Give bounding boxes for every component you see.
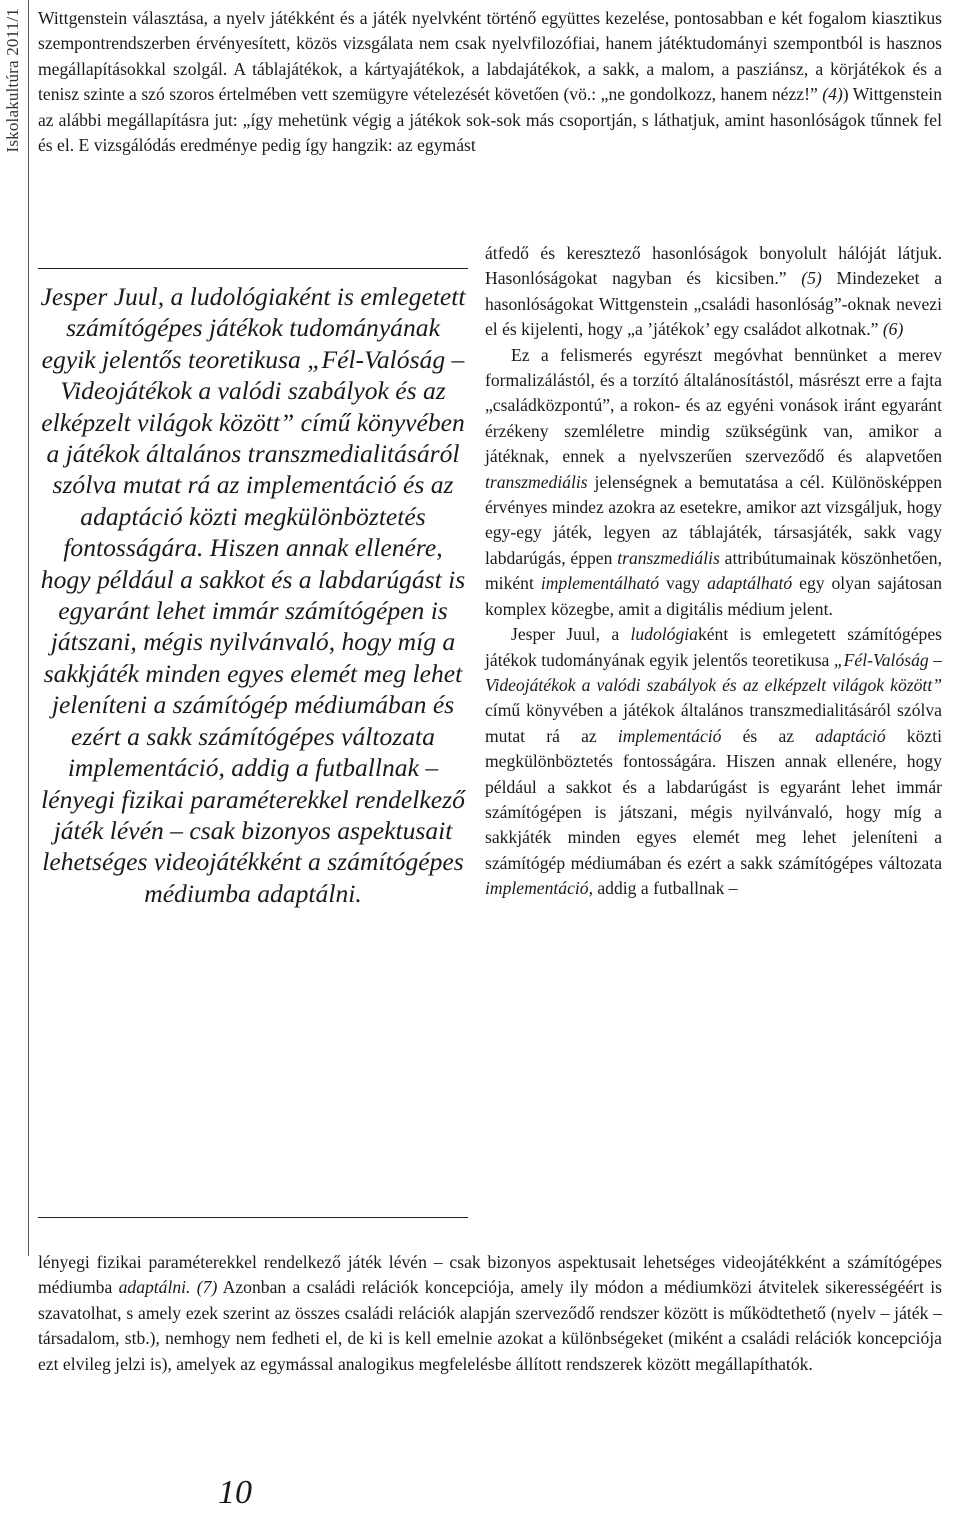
text-run: ) Wittgenstein az alábbi megállapításra jut: „így mehetünk végig a játékok sok-sok más csoportján, s láthatjuk, amint hasonlóságok tűnnek fel és el. E vizsgálódás eredménye pedig így hangzik: az egymást (38, 84, 942, 156)
text-run: és az (721, 725, 816, 746)
text-run: Mindezeket a hasonlóságokat Wittgenstein „családi hasonlóság”-oknak nevezi el és kijelenti, hogy „a ’játékok’ egy családot alkotnak.” (485, 268, 943, 340)
text-run: lényegi fizikai paraméterekkel rendelkező játék lévén – csak bizonyos aspektusait lehetséges videojátékként a számítógépes médiumba (38, 1252, 942, 1298)
italic-term: transzmediális (485, 471, 588, 492)
journal-side-label (0, 0, 30, 1513)
footnote-ref-5: (5) (801, 268, 822, 289)
text-run: Jesper Juul, a (511, 624, 631, 645)
page-number: 10 (218, 1474, 252, 1511)
text-run: attribútumainak köszönhetően, miként (485, 547, 942, 594)
paragraph-right-1 (485, 241, 942, 343)
journal-name: Iskolakultúra 2011/1 (3, 8, 22, 153)
italic-term: adaptálni. (118, 1277, 191, 1298)
text-run: jelenségnek a bemutatása a cél. Különösképpen érvényes mindez azokra az esetekre, amikor azt vizsgáljuk, hogy egy-egy játék, legyen az táblajáték, társasjáték, sakk vagy labdarúgás, éppen (485, 471, 942, 568)
footnote-ref-6: (6) (882, 319, 904, 340)
text-run: című könyvében a játékok általános transzmedialitásáról szólva mutat rá az (485, 700, 942, 746)
intro-paragraph (38, 6, 942, 158)
text-run: ként is emlegetett számítógépes játékok tudományának egyik jelentős teoretikusa (485, 624, 942, 670)
footnote-ref-4: (4) (822, 84, 843, 105)
pull-quote-text: Jesper Juul, a ludológiaként is emlegetett számítógépes játékok tudományának egyik jelentős teoretikusa „Fél-Valóság – Videojátékok a valódi szabályok és az elképzelt világok között” című könyvében a játékok általános transzmedialitásáról szólva mutat rá az implementáció és az adaptáció közti megkülönböztetés fontosságára. Hiszen annak ellenére, hogy például a sakkot és a labdarúgást is egyaránt lehet immár számítógépen is játszani, mégis nyilvánvaló, hogy míg a sakkjáték minden egyes elemét meg lehet jeleníteni a számítógép médiumában és ezért a sakk számítógépes változata implementáció, addig a futballnak – lényegi fizikai paraméterekkel rendelkező játék lévén – csak bizonyos aspektusait lehetséges videojátékként a számítógépes médiumba adaptálni. (40, 282, 466, 908)
text-run: átfedő és keresztező hasonlóságok bonyolult hálóját látjuk. Hasonlóságokat nagyban és kicsiben.” (485, 243, 942, 289)
book-title: „Fél-Valóság – Videojátékok a valódi szabályok és az elképzelt világok között” (485, 649, 942, 695)
italic-term: ludológia (630, 624, 698, 645)
text-run: Azonban a családi relációk koncepciója, amely ily módon a médiumközi átvitelek sikerességéért is szavatolhat, s amely ezek szerint az összes családi relációk alapján szerveződő rendszer között is működtethető (nyelv – játék – társadalom, stb.), nemhogy nem fedheti el, de ki is kell emelnie azokat a különbségeket (miként a családi relációk koncepciója ezt elvileg jelzi is), amelyek az egymással analogikus megfelelésbe állított rendszerek között megállapíthatók. (38, 1277, 942, 1374)
paragraph-bottom (38, 1250, 942, 1377)
paragraph-right-3 (485, 622, 942, 901)
italic-term: implementáció (617, 725, 722, 746)
paragraph-top (38, 6, 942, 158)
closing-paragraph (38, 1250, 942, 1377)
italic-term: implementálható (540, 573, 660, 594)
text-run: egy olyan sajátosan komplex közegbe, amit a digitális médium jelent. (485, 573, 942, 619)
italic-term: implementáció (485, 878, 589, 899)
italic-term: transzmediális (617, 547, 720, 568)
text-run: Ez a felismerés egyrészt megóvhat bennünket a merev formalizálástól, és a torzító általánosítástól, másrészt erre a fajta „családközpontú”, a rokon- és az egyéni vonások iránt egyaránt érzékeny szemléletre mindig szükségünk van, amikor a játéknak, ennek a nyelvszerűen szerveződő és alapvetően (485, 344, 942, 467)
pull-quote (38, 268, 468, 1218)
side-divider (28, 0, 29, 1256)
text-run: , addig a futballnak – (588, 878, 738, 899)
italic-term: adaptáció (815, 725, 886, 746)
right-column (485, 241, 942, 902)
text-run: Wittgenstein választása, a nyelv játékként és a játék nyelvként történő együttes kezelése, pontosabban e két fogalom kiasztikus szempontrendszerben érvényesített, közös vizsgálata nem csak nyelvfilozófiai, hanem játéktudományi szempontból is hasznos megállapításokkal szolgál. A táblajátékok, a kártyajátékok, a labdajátékok, a sakk, a malom, a pasziánsz, a körjátékok és a tenisz szinte a szó szoros értelmében vett szemügyre vételezését követően (vö.: „ne gondolkozz, hanem nézz!” (38, 8, 942, 105)
footnote-ref-7: (7) (190, 1277, 218, 1298)
text-run: vagy (659, 573, 708, 594)
text-run: közti megkülönböztetés fontosságára. Hiszen annak ellenére, hogy például a sakkot és a labdarúgást is egyaránt lehet immár számítógépen is játszani, mégis nyilvánvaló, hogy míg a sakkjáték minden egyes elemét meg lehet jeleníteni a számítógép médiumában és ezért a sakk számítógépes változata (485, 725, 942, 873)
paragraph-right-2 (485, 343, 942, 622)
italic-term: adaptálható (707, 573, 793, 594)
